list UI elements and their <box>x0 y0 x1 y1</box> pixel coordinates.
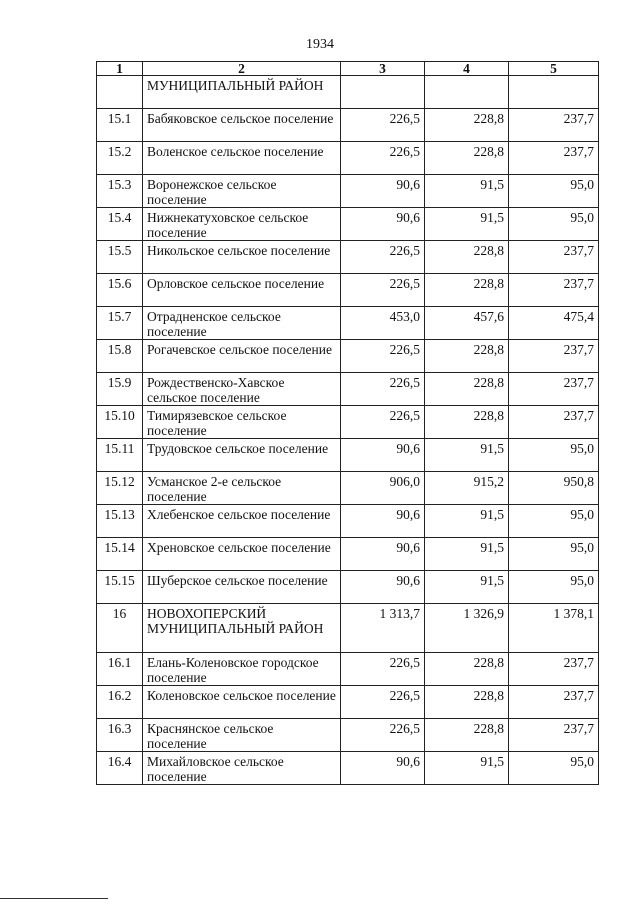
table-row <box>97 175 599 208</box>
table-row <box>97 653 599 686</box>
row-number: 15.1 <box>97 109 143 142</box>
row-value-5: 95,0 <box>509 175 599 208</box>
row-name: НОВОХОПЕРСКИЙ МУНИЦИПАЛЬНЫЙ РАЙОН <box>143 604 341 653</box>
row-value-5: 237,7 <box>509 719 599 752</box>
row-value-4: 228,8 <box>425 340 509 373</box>
row-value-3: 226,5 <box>341 274 425 307</box>
row-value-5: 95,0 <box>509 208 599 241</box>
row-value-5: 1 378,1 <box>509 604 599 653</box>
column-header: 3 <box>341 62 425 76</box>
row-value-3: 226,5 <box>341 719 425 752</box>
row-value-4: 228,8 <box>425 406 509 439</box>
row-number: 15.8 <box>97 340 143 373</box>
row-value-4: 91,5 <box>425 538 509 571</box>
table-row <box>97 340 599 373</box>
row-value-4: 91,5 <box>425 571 509 604</box>
row-value-5: 237,7 <box>509 274 599 307</box>
column-header: 4 <box>425 62 509 76</box>
row-number: 15.4 <box>97 208 143 241</box>
row-value-4: 228,8 <box>425 719 509 752</box>
row-value-4: 228,8 <box>425 142 509 175</box>
row-value-3: 90,6 <box>341 175 425 208</box>
row-number: 16 <box>97 604 143 653</box>
row-number: 15.11 <box>97 439 143 472</box>
row-value-3: 226,5 <box>341 109 425 142</box>
table-row <box>97 109 599 142</box>
row-value-4: 457,6 <box>425 307 509 340</box>
row-value-5: 237,7 <box>509 373 599 406</box>
row-value-4 <box>425 76 509 109</box>
row-name: Отрадненское сельское поселение <box>143 307 341 340</box>
budget-table <box>96 61 599 785</box>
table-row <box>97 505 599 538</box>
row-name: Рогачевское сельское поселение <box>143 340 341 373</box>
page-number: 1934 <box>306 37 334 52</box>
row-value-3: 226,5 <box>341 653 425 686</box>
row-value-4: 228,8 <box>425 653 509 686</box>
table-row <box>97 538 599 571</box>
row-number: 16.1 <box>97 653 143 686</box>
row-value-3: 90,6 <box>341 439 425 472</box>
row-name: Трудовское сельское поселение <box>143 439 341 472</box>
table-row <box>97 406 599 439</box>
table-row <box>97 142 599 175</box>
row-value-3: 90,6 <box>341 208 425 241</box>
row-value-5: 237,7 <box>509 653 599 686</box>
row-value-4: 1 326,9 <box>425 604 509 653</box>
row-value-5: 95,0 <box>509 439 599 472</box>
row-number: 15.5 <box>97 241 143 274</box>
row-value-3: 90,6 <box>341 505 425 538</box>
row-name: Нижнекатуховское сельское поселение <box>143 208 341 241</box>
row-value-4: 228,8 <box>425 274 509 307</box>
row-value-4: 228,8 <box>425 241 509 274</box>
table-row <box>97 604 599 653</box>
table-header-row <box>97 62 599 76</box>
row-value-3: 453,0 <box>341 307 425 340</box>
row-number: 15.10 <box>97 406 143 439</box>
row-name: Бабяковское сельское поселение <box>143 109 341 142</box>
table-row <box>97 752 599 785</box>
row-value-3: 226,5 <box>341 340 425 373</box>
row-name: Елань-Коленовское городское поселение <box>143 653 341 686</box>
column-header: 1 <box>97 62 143 76</box>
row-name: Шуберское сельское поселение <box>143 571 341 604</box>
row-value-3: 226,5 <box>341 241 425 274</box>
row-value-4: 91,5 <box>425 175 509 208</box>
row-value-4: 91,5 <box>425 752 509 785</box>
row-value-5: 237,7 <box>509 686 599 719</box>
row-name: Михайловское сельское поселение <box>143 752 341 785</box>
row-number: 15.7 <box>97 307 143 340</box>
row-value-3: 90,6 <box>341 571 425 604</box>
table-row <box>97 241 599 274</box>
row-value-3: 1 313,7 <box>341 604 425 653</box>
table-row <box>97 719 599 752</box>
row-number: 15.6 <box>97 274 143 307</box>
row-name: Рождественско-Хавское сельское поселение <box>143 373 341 406</box>
row-value-4: 228,8 <box>425 373 509 406</box>
row-name: Орловское сельское поселение <box>143 274 341 307</box>
row-value-4: 228,8 <box>425 686 509 719</box>
row-value-3: 226,5 <box>341 142 425 175</box>
row-value-3: 226,5 <box>341 373 425 406</box>
row-value-5: 237,7 <box>509 142 599 175</box>
column-header: 2 <box>143 62 341 76</box>
row-value-3: 90,6 <box>341 752 425 785</box>
row-value-3 <box>341 76 425 109</box>
row-number: 15.14 <box>97 538 143 571</box>
row-name: Усманское 2-е сельское поселение <box>143 472 341 505</box>
row-value-4: 228,8 <box>425 109 509 142</box>
row-number: 15.15 <box>97 571 143 604</box>
row-number: 16.4 <box>97 752 143 785</box>
row-value-4: 91,5 <box>425 505 509 538</box>
row-number: 16.2 <box>97 686 143 719</box>
table-row <box>97 439 599 472</box>
table-row <box>97 373 599 406</box>
table-row <box>97 686 599 719</box>
table-body <box>97 62 599 785</box>
row-number: 15.3 <box>97 175 143 208</box>
row-name: Никольское сельское поселение <box>143 241 341 274</box>
row-name: Тимирязевское сельское поселение <box>143 406 341 439</box>
row-value-3: 906,0 <box>341 472 425 505</box>
row-name: Краснянское сельское поселение <box>143 719 341 752</box>
row-value-5: 95,0 <box>509 538 599 571</box>
row-name: Коленовское сельское поселение <box>143 686 341 719</box>
row-value-5: 950,8 <box>509 472 599 505</box>
row-name: Хреновское сельское поселение <box>143 538 341 571</box>
row-value-5: 95,0 <box>509 752 599 785</box>
row-name: МУНИЦИПАЛЬНЫЙ РАЙОН <box>143 76 341 109</box>
footnote-rule <box>0 898 108 899</box>
row-number: 15.13 <box>97 505 143 538</box>
row-value-4: 915,2 <box>425 472 509 505</box>
row-value-5: 237,7 <box>509 406 599 439</box>
row-number: 15.9 <box>97 373 143 406</box>
row-number: 15.12 <box>97 472 143 505</box>
row-value-5: 237,7 <box>509 241 599 274</box>
row-name: Воленское сельское поселение <box>143 142 341 175</box>
table-row <box>97 571 599 604</box>
row-number <box>97 76 143 109</box>
table-row <box>97 274 599 307</box>
row-name: Хлебенское сельское поселение <box>143 505 341 538</box>
row-value-3: 90,6 <box>341 538 425 571</box>
row-value-3: 226,5 <box>341 686 425 719</box>
row-name: Воронежское сельское поселение <box>143 175 341 208</box>
row-number: 16.3 <box>97 719 143 752</box>
row-value-5: 95,0 <box>509 571 599 604</box>
row-number: 15.2 <box>97 142 143 175</box>
row-value-5: 95,0 <box>509 505 599 538</box>
row-value-5: 237,7 <box>509 340 599 373</box>
table-row <box>97 307 599 340</box>
continued-row <box>97 76 599 109</box>
row-value-5: 475,4 <box>509 307 599 340</box>
column-header: 5 <box>509 62 599 76</box>
row-value-4: 91,5 <box>425 208 509 241</box>
table-row <box>97 472 599 505</box>
row-value-5: 237,7 <box>509 109 599 142</box>
row-value-5 <box>509 76 599 109</box>
table-row <box>97 208 599 241</box>
row-value-3: 226,5 <box>341 406 425 439</box>
row-value-4: 91,5 <box>425 439 509 472</box>
